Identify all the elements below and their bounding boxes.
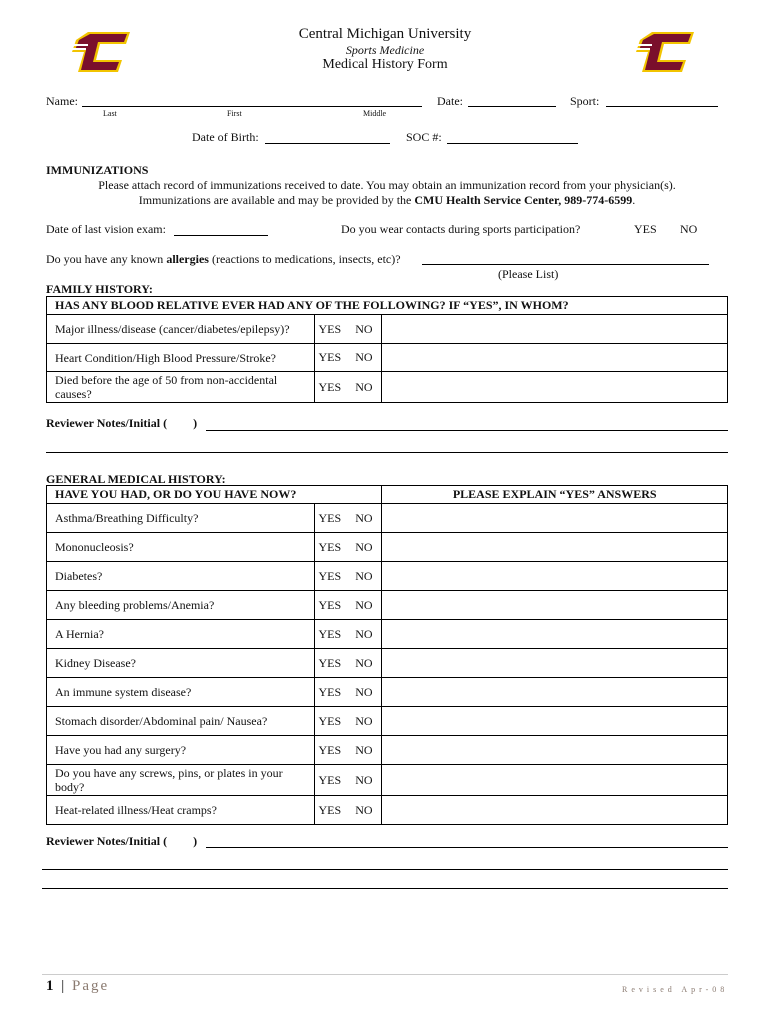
no-option[interactable]: NO <box>355 802 373 817</box>
yes-option[interactable]: YES <box>318 655 342 670</box>
yes-option[interactable]: YES <box>318 510 342 525</box>
soc-label: SOC #: <box>406 130 442 144</box>
general-question: Do you have any screws, pins, or plates in your body? <box>47 765 315 796</box>
general-history-heading: GENERAL MEDICAL HISTORY: <box>46 472 226 486</box>
sport-field[interactable] <box>606 106 718 107</box>
answer-field[interactable] <box>382 372 728 403</box>
contacts-question: Do you wear contacts during sports participation? <box>341 222 581 236</box>
soc-field[interactable] <box>447 143 578 144</box>
general-question: Asthma/Breathing Difficulty? <box>47 504 315 533</box>
last-name-caption: Last <box>103 109 117 118</box>
yes-no-options[interactable] <box>314 562 382 591</box>
yes-no-options[interactable] <box>314 796 382 825</box>
yes-no-options[interactable] <box>314 765 382 796</box>
reviewer-notes-label: Reviewer Notes/Initial ( ) <box>46 416 198 430</box>
yes-option[interactable]: YES <box>318 568 342 583</box>
explain-field[interactable] <box>382 678 728 707</box>
dob-label: Date of Birth: <box>192 130 259 144</box>
allergies-field[interactable] <box>422 264 709 265</box>
general-history-explain-header: PLEASE EXPLAIN “YES” ANSWERS <box>382 486 728 504</box>
yes-option[interactable]: YES <box>318 379 342 394</box>
yes-no-options[interactable] <box>314 344 382 372</box>
yes-no-options[interactable] <box>314 533 382 562</box>
date-label: Date: <box>437 94 463 108</box>
general-question: A Hernia? <box>47 620 315 649</box>
contacts-yes-option[interactable]: YES <box>634 222 657 236</box>
no-option[interactable]: NO <box>355 742 373 757</box>
table-row <box>47 707 728 736</box>
reviewer-notes-label: Reviewer Notes/Initial ( ) <box>46 834 198 848</box>
no-option[interactable]: NO <box>355 539 373 554</box>
general-question: Mononucleosis? <box>47 533 315 562</box>
yes-no-options[interactable] <box>314 707 382 736</box>
first-name-caption: First <box>227 109 242 118</box>
explain-field[interactable] <box>382 765 728 796</box>
no-option[interactable]: NO <box>355 713 373 728</box>
table-row <box>47 736 728 765</box>
department-subtitle: Sports Medicine <box>345 43 425 57</box>
no-option[interactable]: NO <box>355 772 373 787</box>
no-option[interactable]: NO <box>355 510 373 525</box>
general-history-table <box>46 485 728 825</box>
general-question: An immune system disease? <box>47 678 315 707</box>
no-option[interactable]: NO <box>355 321 373 336</box>
page-number: 1 | Page <box>46 978 110 994</box>
no-option[interactable]: NO <box>355 379 373 394</box>
answer-field[interactable] <box>382 344 728 372</box>
general-question: Diabetes? <box>47 562 315 591</box>
revision-note: Revised Apr-08 <box>622 985 729 994</box>
general-history-question-header: HAVE YOU HAD, OR DO YOU HAVE NOW? <box>47 486 382 504</box>
answer-field[interactable] <box>382 315 728 344</box>
no-option[interactable]: NO <box>355 568 373 583</box>
middle-name-caption: Middle <box>363 109 387 118</box>
explain-field[interactable] <box>382 533 728 562</box>
yes-no-options[interactable] <box>314 736 382 765</box>
yes-no-options[interactable] <box>314 504 382 533</box>
yes-option[interactable]: YES <box>318 539 342 554</box>
no-option[interactable]: NO <box>355 655 373 670</box>
general-question: Kidney Disease? <box>47 649 315 678</box>
explain-field[interactable] <box>382 591 728 620</box>
form-title: Medical History Form <box>322 57 448 72</box>
table-row <box>47 315 728 344</box>
table-row <box>47 678 728 707</box>
yes-no-options[interactable] <box>314 372 382 403</box>
yes-option[interactable]: YES <box>318 772 342 787</box>
name-field[interactable] <box>82 106 422 107</box>
yes-option[interactable]: YES <box>318 350 342 364</box>
general-question: Stomach disorder/Abdominal pain/ Nausea? <box>47 707 315 736</box>
family-question: Major illness/disease (cancer/diabetes/epilepsy)? <box>47 315 315 344</box>
dob-field[interactable] <box>265 143 390 144</box>
immunizations-line-2: Immunizations are available and may be provided by the CMU Health Service Center, 989-774-6599. <box>138 193 636 207</box>
family-history-heading: FAMILY HISTORY: <box>46 282 153 296</box>
vision-exam-field[interactable] <box>174 235 268 236</box>
yes-option[interactable]: YES <box>318 597 342 612</box>
explain-field[interactable] <box>382 649 728 678</box>
table-row <box>47 591 728 620</box>
general-question: Have you had any surgery? <box>47 736 315 765</box>
family-history-table-header: HAS ANY BLOOD RELATIVE EVER HAD ANY OF THE FOLLOWING? IF “YES”, IN WHOM? <box>47 297 728 315</box>
yes-no-options[interactable] <box>314 649 382 678</box>
yes-option[interactable]: YES <box>318 742 342 757</box>
general-question: Any bleeding problems/Anemia? <box>47 591 315 620</box>
table-row <box>47 796 728 825</box>
explain-field[interactable] <box>382 707 728 736</box>
table-row <box>47 533 728 562</box>
date-field[interactable] <box>468 106 556 107</box>
university-title: Central Michigan University <box>298 26 472 42</box>
vision-exam-label: Date of last vision exam: <box>46 222 166 236</box>
explain-field[interactable] <box>382 620 728 649</box>
no-option[interactable]: NO <box>355 597 373 612</box>
yes-no-options[interactable] <box>314 315 382 344</box>
yes-no-options[interactable] <box>314 591 382 620</box>
yes-option[interactable]: YES <box>318 321 342 336</box>
explain-field[interactable] <box>382 796 728 825</box>
table-row <box>47 344 728 372</box>
reviewer-notes-extra-line[interactable] <box>42 869 728 870</box>
table-row <box>47 372 728 403</box>
family-history-table <box>46 296 728 403</box>
reviewer-notes-extra-line[interactable] <box>46 452 728 453</box>
footer-divider <box>42 974 728 975</box>
no-option[interactable]: NO <box>355 684 373 699</box>
allergies-question: Do you have any known allergies (reactions to medications, insects, etc)? <box>46 252 401 266</box>
family-question: Heart Condition/High Blood Pressure/Stroke? <box>47 344 315 372</box>
general-question: Heat-related illness/Heat cramps? <box>47 796 315 825</box>
yes-no-options[interactable] <box>314 620 382 649</box>
yes-option[interactable]: YES <box>318 626 342 641</box>
table-row <box>47 504 728 533</box>
table-row <box>47 620 728 649</box>
table-row <box>47 562 728 591</box>
reviewer-notes-extra-line[interactable] <box>42 888 728 889</box>
family-question: Died before the age of 50 from non-accidental causes? <box>47 372 315 403</box>
explain-field[interactable] <box>382 736 728 765</box>
reviewer-notes-field[interactable] <box>206 430 728 431</box>
sport-label: Sport: <box>570 94 600 108</box>
yes-option[interactable]: YES <box>318 713 342 728</box>
yes-option[interactable]: YES <box>318 802 342 817</box>
table-row <box>47 765 728 796</box>
no-option[interactable]: NO <box>355 350 373 364</box>
yes-option[interactable]: YES <box>318 684 342 699</box>
reviewer-notes-field[interactable] <box>206 847 728 848</box>
no-option[interactable]: NO <box>355 626 373 641</box>
yes-no-options[interactable] <box>314 678 382 707</box>
name-label: Name: <box>46 94 78 108</box>
please-list-caption: (Please List) <box>498 267 559 281</box>
explain-field[interactable] <box>382 562 728 591</box>
table-row <box>47 649 728 678</box>
explain-field[interactable] <box>382 504 728 533</box>
immunizations-heading: IMMUNIZATIONS <box>46 163 149 177</box>
immunizations-line-1: Please attach record of immunizations received to date. You may obtain an immunization record from your physician(s). <box>98 178 676 192</box>
contacts-no-option[interactable]: NO <box>680 222 698 236</box>
